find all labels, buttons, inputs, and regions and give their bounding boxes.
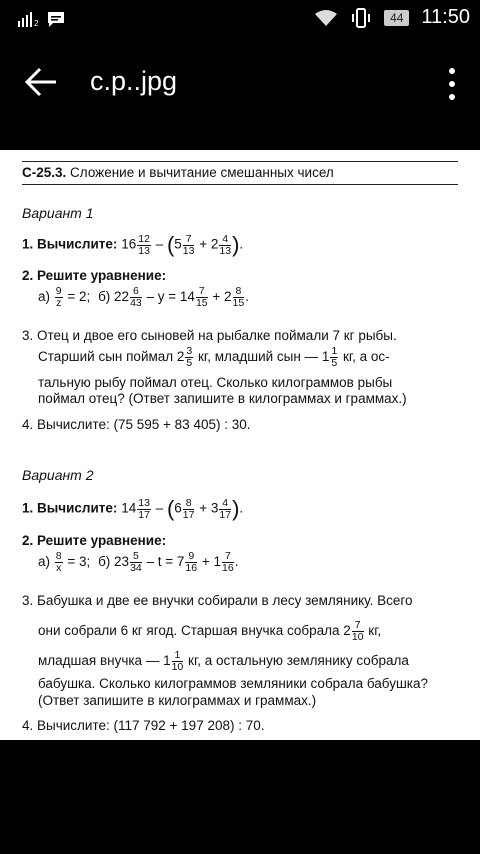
document-image (0, 150, 480, 740)
signal-icon (18, 11, 40, 27)
v2-task-3-line-2: они собрали 6 кг ягод. Старшая внучка собрала 2 $\frac{7}{10}$ кг, (38, 619, 382, 643)
v1-task-3-line-3: тальную рыбу поймал отец. Сколько килограммов рыбы (38, 375, 393, 390)
worksheet-header (22, 161, 458, 185)
v1-task-2: 2. Решите уравнение: (22, 268, 167, 283)
v2-task-3-line-1: 3. Бабушка и две ее внучки собирали в лесу землянику. Всего (22, 593, 413, 608)
v1-task-3-line-1: 3. Отец и двое его сыновей на рыбалке поймали 7 кг рыбы. (22, 328, 397, 343)
v2-task-3-line-4: бабушка. Сколько килограммов земляники собрала бабушка? (38, 676, 428, 691)
vibrate-icon (350, 7, 372, 29)
svg-text:2: 2 (34, 19, 39, 27)
clock: 11:50 (421, 6, 470, 28)
app-bar (0, 40, 480, 150)
variant-2-title: Вариант 2 (22, 467, 94, 483)
v2-task-1: 1. Вычислите: 14 $\frac{13}{17}$ – (6 $\frac{8}{17}$ + 3 $\frac{4}{17}$ ). (22, 496, 244, 521)
message-icon (46, 10, 66, 28)
bottom-area (0, 740, 480, 854)
v2-task-4: 4. Вычислите: (117 792 + 197 208) : 70. (22, 718, 265, 733)
variant-1-title: Вариант 1 (22, 205, 94, 221)
status-left (18, 10, 66, 28)
v1-task-2-equations: а) $\frac{9}{z}$ = 2; б) 22 $\frac{6}{43}$ – y = 14 $\frac{7}{15}$ + 2 $\frac{8}{15}$ . (38, 285, 249, 309)
image-title: с.р..jpg (90, 66, 178, 96)
v1-task-3-line-4: поймал отец? (Ответ запишите в килограммах и граммах.) (38, 391, 407, 406)
more-options-icon[interactable] (442, 66, 462, 102)
wifi-icon (314, 9, 338, 27)
v1-task-3-line-2: Старший сын поймал 2 $\frac{3}{5}$ кг, младший сын — 1 $\frac{1}{5}$ кг, а ос- (38, 345, 390, 369)
worksheet-title: Сложение и вычитание смешанных чисел (70, 165, 334, 180)
v1-task-4: 4. Вычислите: (75 595 + 83 405) : 30. (22, 417, 251, 432)
back-arrow-icon[interactable] (22, 62, 62, 102)
battery-level: 44 (384, 10, 409, 26)
v2-task-2-equations: а) $\frac{8}{x}$ = 3; б) 23 $\frac{5}{34}$ – t = 7 $\frac{9}{16}$ + 1 $\frac{7}{16}$ . (38, 550, 239, 574)
worksheet-code: С-25.3. (22, 165, 67, 180)
v1-task-1: 1. Вычислите: 16 $\frac{12}{13}$ – (5 $\frac{7}{13}$ + 2 $\frac{4}{13}$ ). (22, 232, 244, 257)
v2-task-3-line-5: (Ответ запишите в килограммах и граммах.) (38, 693, 317, 708)
status-right (314, 6, 470, 29)
v2-task-2: 2. Решите уравнение: (22, 533, 167, 548)
status-bar (0, 0, 480, 40)
v2-task-3-line-3: младшая внучка — 1 $\frac{1}{10}$ кг, а остальную землянику собрала (38, 649, 409, 673)
